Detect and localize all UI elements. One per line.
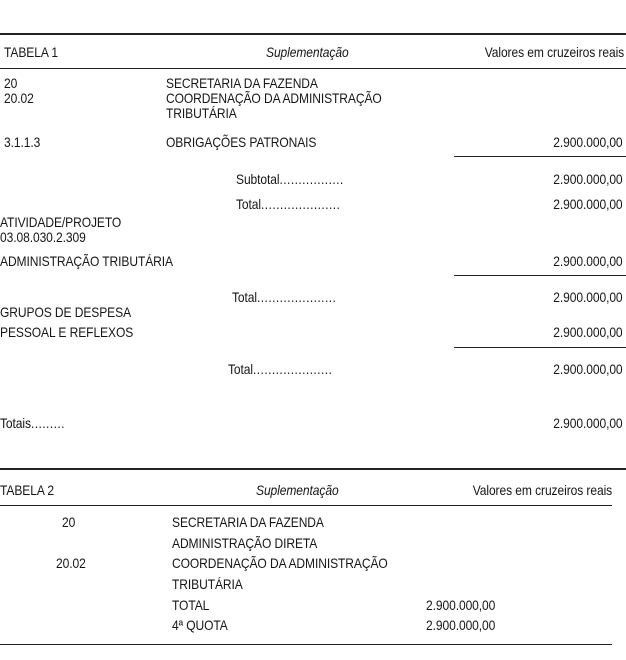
subtotal-value: 2.900.000,00 — [553, 171, 623, 187]
obrigacoes-rule — [454, 156, 626, 157]
tabela2-currency-note: Valores em cruzeiros reais — [472, 482, 612, 498]
t2-total-value: 2.900.000,00 — [426, 597, 496, 613]
atividade-label: ATIVIDADE/PROJETO — [0, 214, 122, 230]
atividade-rule — [454, 275, 626, 276]
coordenacao-line2: TRIBUTÁRIA — [166, 105, 237, 121]
atividade-name: ADMINISTRAÇÃO TRIBUTÁRIA — [0, 253, 173, 269]
tabela1-header-rule — [0, 68, 626, 69]
total2-value: 2.900.000,00 — [553, 289, 623, 305]
tabela1-subheading: Suplementação — [266, 44, 349, 60]
t2-coordenacao-line1: COORDENAÇÃO DA ADMINISTRAÇÃO — [172, 555, 388, 571]
secretaria-label: SECRETARIA DA FAZENDA — [166, 75, 318, 91]
code-20: 20 — [4, 75, 18, 91]
total2-label: Total..................... — [232, 289, 337, 305]
t2-coordenacao-line2: TRIBUTÁRIA — [172, 576, 243, 592]
t2-code-20-02: 20.02 — [56, 555, 86, 571]
tabela1-top-rule — [0, 33, 626, 35]
t2-code-20: 20 — [62, 514, 76, 530]
t2-secretaria: SECRETARIA DA FAZENDA — [172, 514, 324, 530]
code-3-1-1-3: 3.1.1.3 — [4, 134, 41, 150]
tabela2-bottom-rule — [0, 644, 612, 645]
grupos-name: PESSOAL E REFLEXOS — [0, 324, 134, 340]
total3-label: Total..................... — [228, 361, 333, 377]
tabela2-subheading: Suplementação — [256, 482, 339, 498]
tabela2-header-rule — [0, 505, 612, 506]
totais-value: 2.900.000,00 — [553, 415, 623, 431]
t2-quota-value: 2.900.000,00 — [426, 617, 496, 633]
code-20-02: 20.02 — [4, 90, 34, 106]
coordenacao-line1: COORDENAÇÃO DA ADMINISTRAÇÃO — [166, 90, 382, 106]
t2-quota-label: 4ª QUOTA — [172, 617, 228, 633]
tabela1-heading: TABELA 1 — [4, 44, 58, 60]
grupos-value: 2.900.000,00 — [553, 324, 623, 340]
total1-value: 2.900.000,00 — [553, 196, 623, 212]
tabela2-top-rule — [0, 468, 626, 470]
tabela1-currency-note: Valores em cruzeiros reais — [484, 44, 624, 60]
grupos-rule — [454, 347, 626, 348]
t2-administracao: ADMINISTRAÇÃO DIRETA — [172, 535, 318, 551]
subtotal-label: Subtotal................. — [236, 171, 344, 187]
totais-label: Totais......... — [0, 415, 65, 431]
obrigacoes-value: 2.900.000,00 — [553, 134, 623, 150]
t2-total-label: TOTAL — [172, 597, 210, 613]
obrigacoes-label: OBRIGAÇÕES PATRONAIS — [166, 134, 317, 150]
total3-value: 2.900.000,00 — [553, 361, 623, 377]
total1-label: Total..................... — [236, 196, 341, 212]
grupos-label: GRUPOS DE DESPESA — [0, 304, 132, 320]
atividade-code: 03.08.030.2.309 — [0, 229, 86, 245]
tabela2-heading: TABELA 2 — [0, 482, 54, 498]
atividade-value: 2.900.000,00 — [553, 253, 623, 269]
